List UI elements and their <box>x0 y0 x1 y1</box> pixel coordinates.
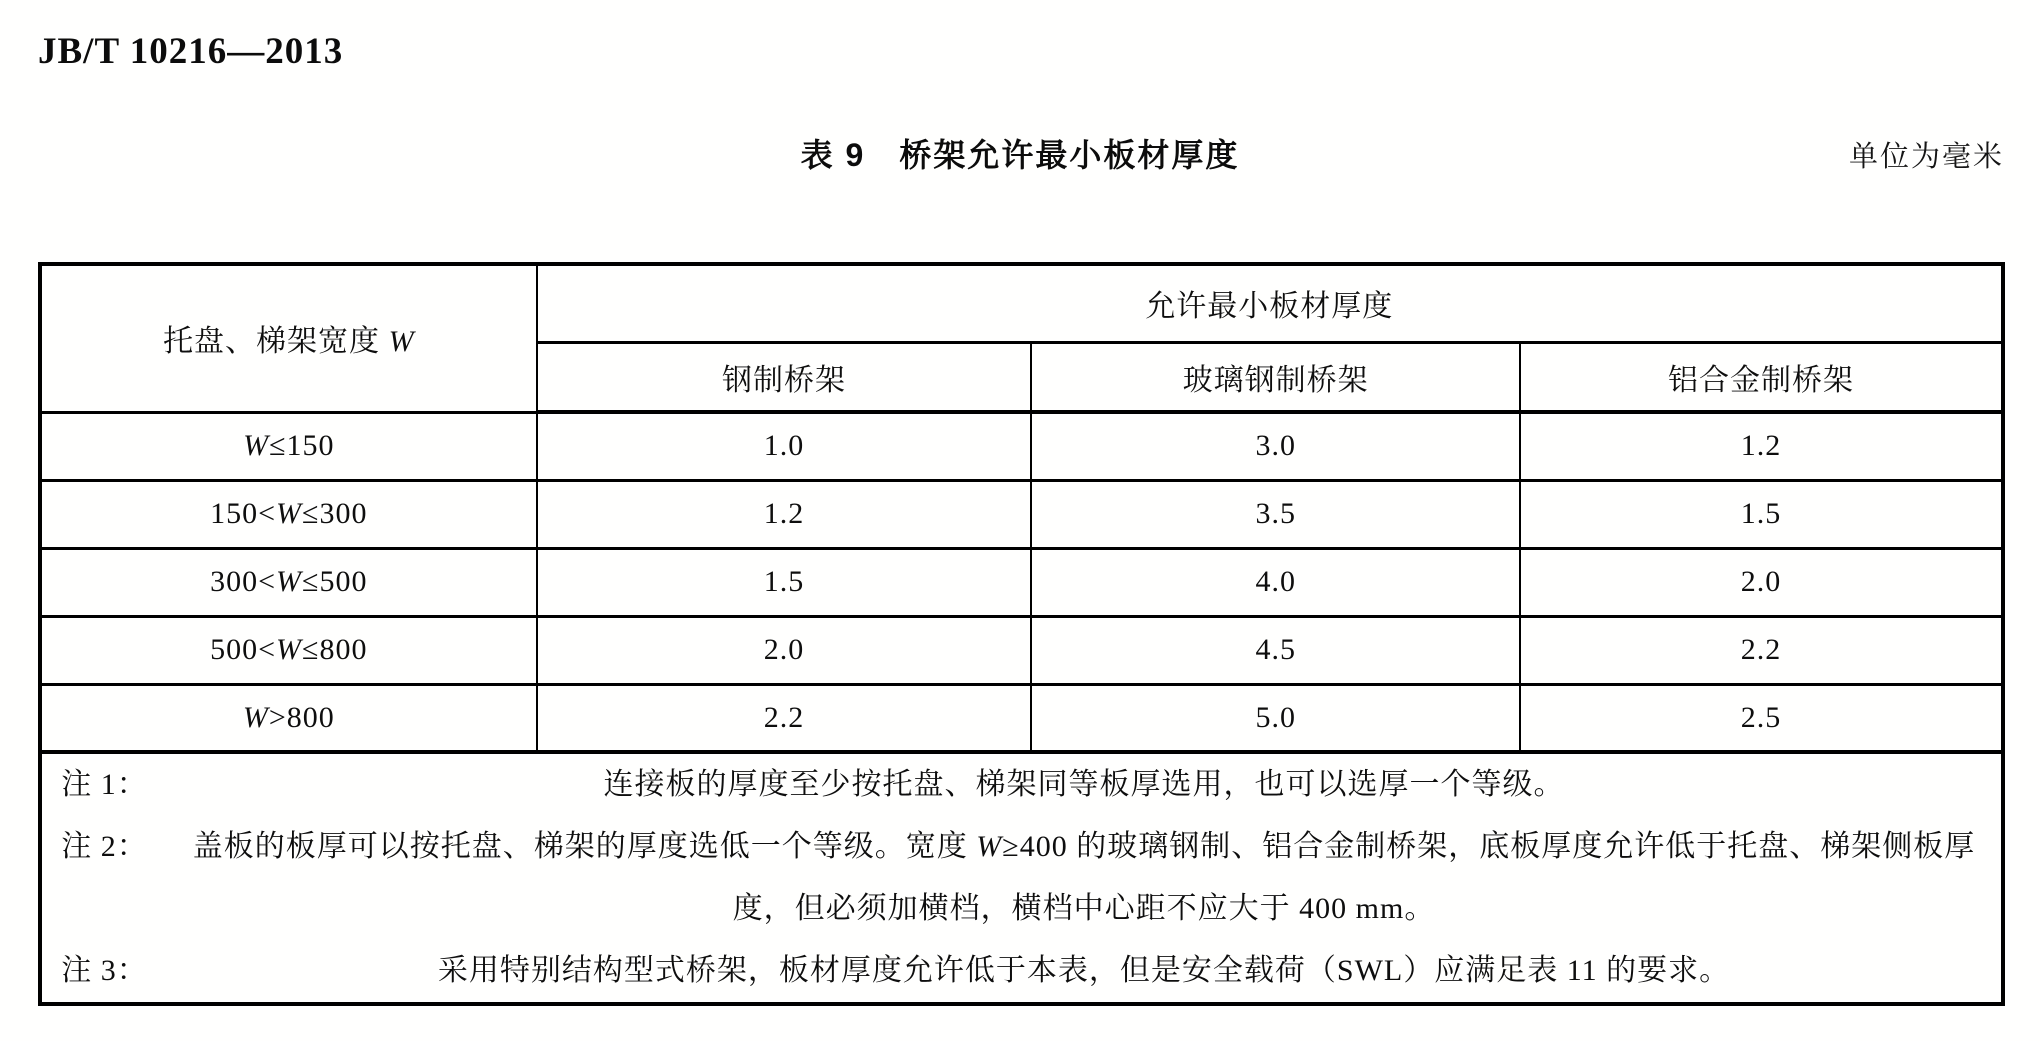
cell-steel: 1.0 <box>537 412 1032 480</box>
cell-frp: 3.0 <box>1031 412 1520 480</box>
cell-width-range: 300<W≤500 <box>40 548 537 616</box>
note-3-text: 采用特别结构型式桥架，板材厚度允许低于本表，但是安全载荷（SWL）应满足表 11 的要求。 <box>437 954 1731 987</box>
standard-number: JB/T 10216—2013 <box>38 31 344 72</box>
note-1-label: 注 1： <box>61 768 148 801</box>
header-steel-tray: 钢制桥架 <box>537 342 1032 412</box>
cell-aluminum: 2.0 <box>1520 548 2003 616</box>
cell-steel: 1.5 <box>537 548 1032 616</box>
cell-frp: 5.0 <box>1031 684 1520 752</box>
table-row <box>40 548 2003 616</box>
note-3 <box>42 940 2001 1002</box>
cell-width-range: 500<W≤800 <box>40 616 537 684</box>
notes-row <box>40 752 2003 1004</box>
cell-frp: 3.5 <box>1031 480 1520 548</box>
cell-aluminum: 2.5 <box>1520 684 2003 752</box>
cell-frp: 4.5 <box>1031 616 1520 684</box>
cell-steel: 2.0 <box>537 616 1032 684</box>
table-row <box>40 480 2003 548</box>
header-min-thickness-group: 允许最小板材厚度 <box>537 264 2003 342</box>
note-1-text: 连接板的厚度至少按托盘、梯架同等板厚选用，也可以选厚一个等级。 <box>603 768 1565 801</box>
table-row <box>40 412 2003 480</box>
table-caption-line <box>0 130 2040 180</box>
note-3-label: 注 3： <box>61 954 148 987</box>
unit-label: 单位为毫米 <box>1848 141 2004 173</box>
cell-width-range: W≤150 <box>40 412 537 480</box>
cell-width-range: W>800 <box>40 684 537 752</box>
cell-width-range: 150<W≤300 <box>40 480 537 548</box>
cell-aluminum: 2.2 <box>1520 616 2003 684</box>
table-9 <box>38 262 2005 1006</box>
table-row <box>40 684 2003 752</box>
header-row-group <box>40 264 2003 342</box>
table-notes <box>40 752 2003 1004</box>
header-width-column: 托盘、梯架宽度 W <box>40 264 537 412</box>
note-2 <box>42 816 2001 940</box>
cell-steel: 1.2 <box>537 480 1032 548</box>
cell-aluminum: 1.2 <box>1520 412 2003 480</box>
table-caption: 表 9 桥架允许最小板材厚度 <box>800 137 1240 173</box>
cell-frp: 4.0 <box>1031 548 1520 616</box>
note-2-text: 盖板的板厚可以按托盘、梯架的厚度选低一个等级。宽度 W≥400 的玻璃钢制、铝合金制桥架，底板厚度允许低于托盘、梯架侧板厚度，但必须加横档，横档中心距不应大于 400 mm。 <box>192 830 1976 925</box>
cell-steel: 2.2 <box>537 684 1032 752</box>
note-2-label: 注 2： <box>61 830 148 863</box>
header-frp-tray: 玻璃钢制桥架 <box>1031 342 1520 412</box>
header-aluminum-tray: 铝合金制桥架 <box>1520 342 2003 412</box>
note-1 <box>42 754 2001 816</box>
cell-aluminum: 1.5 <box>1520 480 2003 548</box>
table-row <box>40 616 2003 684</box>
